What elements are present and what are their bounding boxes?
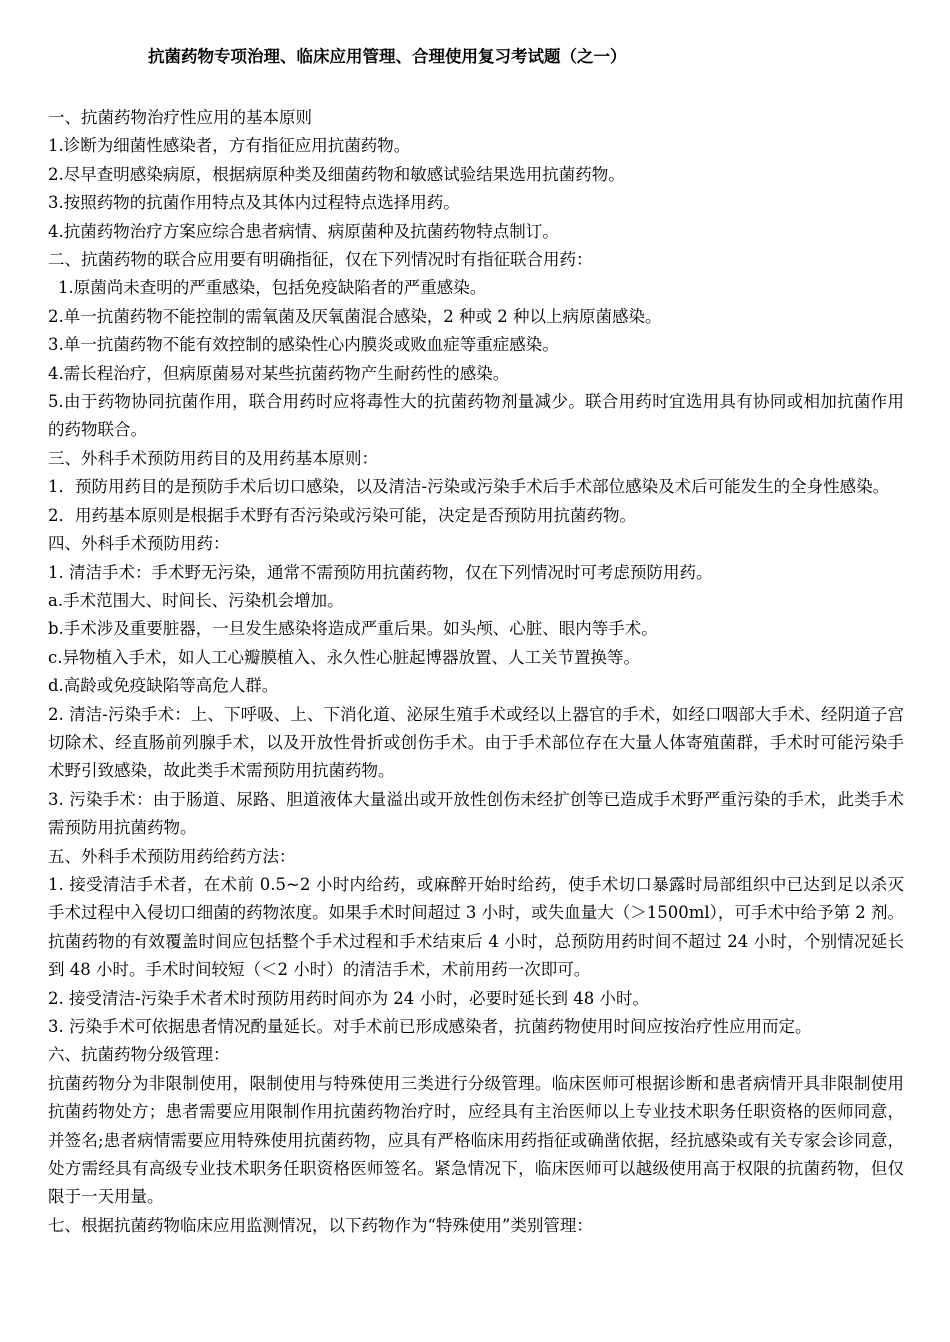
paragraph: 4.抗菌药物治疗方案应综合患者病情、病原菌种及抗菌药物特点制订。 bbox=[48, 221, 559, 241]
paragraph: 3.单一抗菌药物不能有效控制的感染性心内膜炎或败血症等重症感染。 bbox=[48, 335, 559, 355]
paragraph: 2.单一抗菌药物不能控制的需氧菌及厌氧菌混合感染，2 种或 2 种以上病原菌感染。 bbox=[48, 306, 662, 326]
paragraph: 3. 污染手术可依据患者情况酌量延长。对手术前已形成感染者，抗菌药物使用时间应按治疗性应用而定。 bbox=[48, 1017, 812, 1036]
paragraph: b.手术涉及重要脏器，一旦发生感染将造成严重后果。如头颅、心脏、眼内等手术。 bbox=[48, 619, 658, 639]
section-heading: 四、外科手术预防用药： bbox=[48, 534, 230, 554]
section-heading: 一、抗菌药物治疗性应用的基本原则 bbox=[48, 108, 312, 127]
paragraph: 2.尽早查明感染病原，根据病原种类及细菌药物和敏感试验结果选用抗菌药物。 bbox=[48, 164, 625, 184]
paragraph: d.高龄或免疫缺陷等高危人群。 bbox=[48, 676, 279, 696]
paragraph: 1．预防用药目的是预防手术后切口感染，以及清洁-污染或污染手术后手术部位感染及术后可能发生的全身性感染。 bbox=[48, 477, 890, 497]
section-heading: 七、根据抗菌药物临床应用监测情况，以下药物作为“特殊使用”类别管理： bbox=[48, 1215, 593, 1235]
paragraph: 2．用药基本原则是根据手术野有否污染或污染可能，决定是否预防用抗菌药物。 bbox=[48, 505, 636, 525]
section-heading: 六、抗菌药物分级管理： bbox=[48, 1045, 230, 1065]
paragraph: 3.按照药物的抗菌作用特点及其体内过程特点选择用药。 bbox=[48, 193, 460, 213]
paragraph: 1. 清洁手术：手术野无污染，通常不需预防用抗菌药物，仅在下列情况时可考虑预防用药。 bbox=[48, 562, 713, 582]
paragraph: c.异物植入手术，如人工心瓣膜植入、永久性心脏起博器放置、人工关节置换等。 bbox=[48, 647, 640, 667]
section-heading: 五、外科手术预防用药给药方法： bbox=[48, 846, 296, 866]
paragraph: 1.原菌尚未查明的严重感染，包括免疫缺陷者的严重感染。 bbox=[58, 278, 487, 298]
section-heading: 三、外科手术预防用药目的及用药基本原则： bbox=[48, 448, 378, 468]
paragraph: 抗菌药物分为非限制使用，限制使用与特殊使用三类进行分级管理。临床医师可根据诊断和患者病情开具非限制使用抗菌药物处方；患者需要应用限制作用抗菌药物治疗时，应经具有主治医师以上专业技术职务任职资格的医师同意，并签名;患者病情需要应用特殊使用抗菌药物，应具有严格临床用药指征或确凿依据，经抗感染或有关专家会诊同意，处方需经具有高级专业技术职务任职资格医师签名。紧急情况下，临床医师可以越级使用高于权限的抗菌药物，但仅限于一天用量。 bbox=[48, 1073, 904, 1207]
paragraph: 1. 接受清洁手术者，在术前 0.5~2 小时内给药，或麻醉开始时给药，使手术切口暴露时局部组织中已达到足以杀灭手术过程中入侵切口细菌的药物浓度。如果手术时间超过 3 小时，或失血量大（＞1500ml），可手术中给予第 2 剂。抗菌药物的有效覆盖时间应包括整个手术过程和手术结束后 4 小时，总预防用药时间不超过 24 小时，个别情况延长到 48 小时。手术时间较短（＜2 小时）的清洁手术，术前用药一次即可。 bbox=[48, 874, 904, 980]
document-title: 抗菌药物专项治理、临床应用管理、合理使用复习考试题（之一） bbox=[148, 47, 627, 66]
paragraph: 2. 接受清洁-污染手术者术时预防用药时间亦为 24 小时，必要时延长到 48 小时。 bbox=[48, 988, 650, 1008]
document-page bbox=[48, 46, 904, 1240]
document-body bbox=[48, 104, 904, 1240]
paragraph: 1.诊断为细菌性感染者，方有指征应用抗菌药物。 bbox=[48, 136, 411, 156]
paragraph: a.手术范围大、时间长、污染机会增加。 bbox=[48, 590, 344, 610]
paragraph: 2. 清洁-污染手术：上、下呼吸、上、下消化道、泌尿生殖手术或经以上器官的手术，如经口咽部大手术、经阴道子宫切除术、经直肠前列腺手术，以及开放性骨折或创伤手术。由于手术部位存在大量人体寄殖菌群，手术时可能污染手术野引致感染，故此类手术需预防用抗菌药物。 bbox=[48, 704, 904, 781]
paragraph: 4.需长程治疗，但病原菌易对某些抗菌药物产生耐药性的感染。 bbox=[48, 363, 510, 383]
paragraph: 5.由于药物协同抗菌作用，联合用药时应将毒性大的抗菌药物剂量减少。联合用药时宜选用具有协同或相加抗菌作用的药物联合。 bbox=[48, 392, 904, 440]
paragraph: 3. 污染手术：由于肠道、尿路、胆道液体大量溢出或开放性创伤未经扩创等已造成手术野严重污染的手术，此类手术需预防用抗菌药物。 bbox=[48, 789, 904, 838]
section-heading: 二、抗菌药物的联合应用要有明确指征，仅在下列情况时有指征联合用药： bbox=[48, 250, 593, 270]
